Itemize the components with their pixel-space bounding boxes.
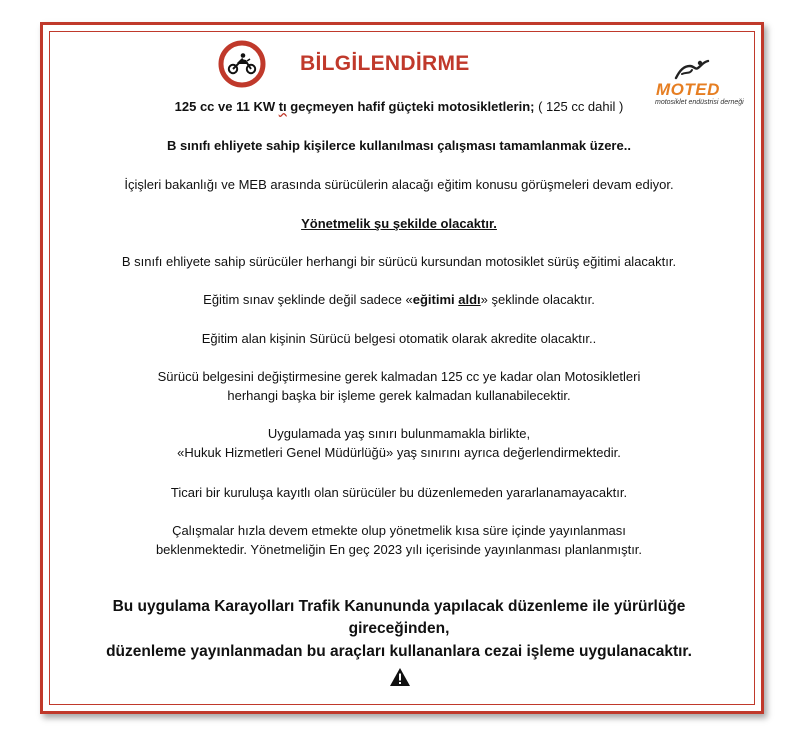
warning-line-3: düzenleme yayınlanmadan bu araçları kullananlara cezai işleme uygulanacaktır. — [106, 643, 692, 660]
ministry-line: İçişleri bakanlığı ve MEB arasında sürücülerin alacağı eğitim konusu görüşmeleri devam ediyor. — [124, 177, 674, 192]
warning-triangle-icon — [389, 667, 411, 687]
status-line: B sınıfı ehliyete sahip kişilerce kullanılması çalışması tamamlanmak üzere.. — [167, 138, 631, 153]
point-2-bold: eğitimi — [412, 292, 459, 307]
intro-bold-pre: 125 cc ve 11 KW — [174, 99, 279, 114]
warning-line-1: Bu uygulama Karayolları Trafik Kanununda yapılacak düzenleme ile yürürlüğe — [112, 598, 686, 615]
point-5-line-1: Uygulamada yaş sınırı bulunmamakla birlikte, — [267, 426, 531, 441]
point-5-line-2: «Hukuk Hizmetleri Genel Müdürlüğü» yaş sınırını ayrıca değerlendirmektedir. — [177, 445, 621, 460]
point-2-pre: Eğitim sınav şeklinde değil sadece « — [203, 292, 413, 307]
regulation-heading: Yönetmelik şu şekilde olacaktır. — [301, 216, 497, 231]
point-3: Eğitim alan kişinin Sürücü belgesi otomatik olarak akredite olacaktır.. — [201, 331, 597, 346]
intro-line — [44, 97, 754, 116]
point-7-line-1: Çalışmalar hızla devem etmekte olup yönetmelik kısa süre içinde yayınlanması — [172, 523, 626, 538]
warning-line-2: gireceğinden, — [348, 620, 450, 637]
point-4-line-2: herhangi başka bir işleme gerek kalmadan kullanabilecektir. — [227, 388, 571, 403]
no-motorcycle-sign-icon — [218, 40, 266, 88]
intro-bold-squiggle: tı — [278, 99, 287, 114]
point-2-bold-underlined: aldı — [458, 292, 481, 307]
intro-normal: ( 125 cc dahil ) — [534, 99, 624, 114]
point-6: Ticari bir kuruluşa kayıtlı olan sürücüler bu düzenlemeden yararlanamayacaktır. — [170, 485, 628, 500]
intro-bold-post: geçmeyen hafif güçteki motosikletlerin; — [286, 99, 535, 114]
logo-subtitle: motosiklet endüstrisi derneği — [655, 99, 744, 106]
point-2 — [44, 290, 754, 309]
point-4-line-1: Sürücü belgesini değiştirmesine gerek kalmadan 125 cc ye kadar olan Motosikletleri — [157, 369, 641, 384]
document-title: BİLGİLENDİRME — [300, 52, 470, 75]
point-1: B sınıfı ehliyete sahip sürücüler herhangi bir sürücü kursundan motosiklet sürüş eğitimi alacaktır. — [121, 254, 677, 269]
point-2-post: » şeklinde olacaktır. — [480, 292, 595, 307]
point-7-line-2: beklenmektedir. Yönetmeliğin En geç 2023 yılı içerisinde yayınlanması planlanmıştır. — [155, 542, 643, 557]
logo-name: MOTED — [656, 80, 720, 99]
